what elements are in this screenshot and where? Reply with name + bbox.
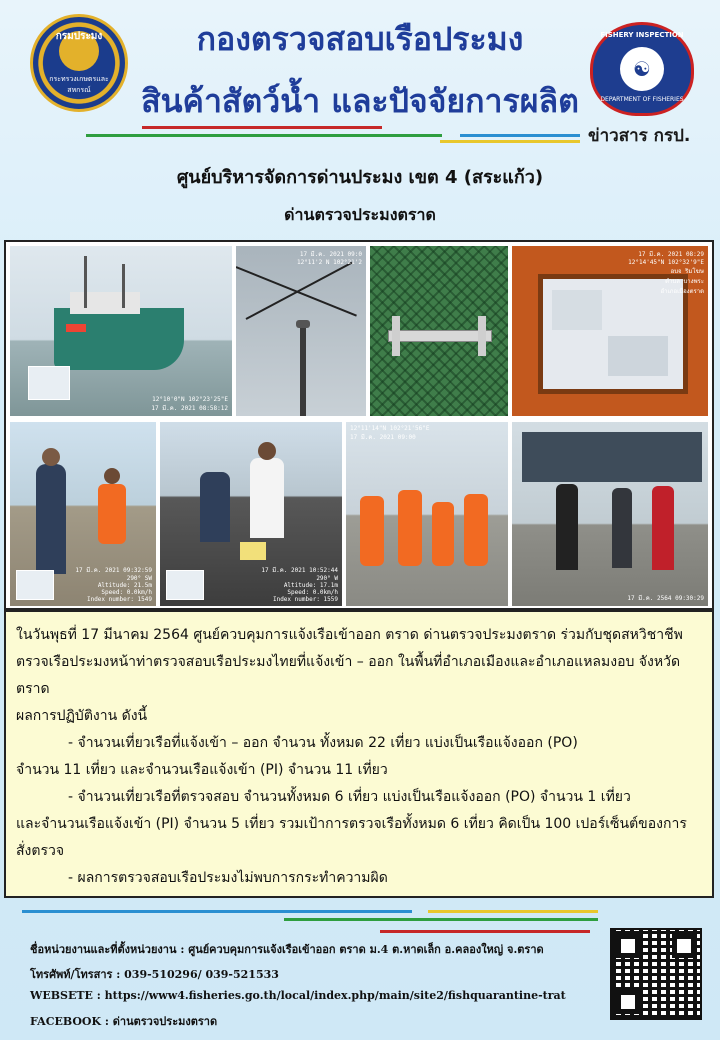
logo-right-top-text: FISHERY INSPECTION — [600, 31, 684, 39]
footer-phone: โทรศัพท์/โทรสาร : 039-510296/ 039-521533 — [30, 968, 279, 981]
photo-fishing-vessel — [10, 246, 232, 416]
fish-icon: ☯ — [620, 47, 664, 91]
map-inset-icon — [16, 570, 54, 600]
photo-stamp: 17 มี.ค. 2021 10:52:44 290° W Altitude: 17.1m Speed: 0.0km/h Index number: 1559 — [261, 567, 338, 603]
result-item-1-line1: - จำนวนเที่ยวเรือที่แจ้งเข้า – ออก จำนวน ทั้งหมด 22 เที่ยว แบ่งเป็นเรือแจ้งออก (PO) — [68, 735, 578, 751]
results-label: ผลการปฏิบัติงาน ดังนี้ — [16, 708, 148, 724]
logo-right-bottom-text: DEPARTMENT OF FISHERIES — [600, 96, 684, 103]
photo-antenna — [236, 246, 366, 416]
photo-stamp: 17 มี.ค. 2021 09:0 12°11'2 N 102°21'2 — [296, 251, 362, 266]
map-inset-icon — [28, 366, 70, 400]
logo-left-text: กรมประมง — [55, 31, 103, 42]
green-rule — [86, 134, 442, 137]
photo-stamp: 17 มี.ค. 2021 09:32:59 290° SW Altitude: 21.5m Speed: 0.0km/h Index number: 1549 — [75, 567, 152, 603]
department-of-fisheries-logo — [30, 14, 128, 112]
photo-inspection-crew — [10, 422, 156, 606]
map-inset-icon — [166, 570, 204, 600]
photo-stamp: 12°10'0"N 102°23'25"E 17 มี.ค. 2021 08:58:12 — [151, 396, 228, 412]
green-rule-footer — [284, 918, 598, 921]
report-text-box — [4, 610, 714, 898]
footer-facebook[interactable]: FACEBOOK : ด่านตรวจประมงตราด — [30, 1015, 218, 1028]
qr-eye-icon — [616, 990, 640, 1014]
qr-eye-icon — [672, 934, 696, 958]
photo-stamp: 17 มี.ค. 2021 08:29 12°14'45"N 102°32'9"E อบจ ริมโฆษ ตำบล บางพระ อำเภอเมืองตราด — [628, 251, 704, 295]
result-item-2-line1: - จำนวนเที่ยวเรือที่ตรวจสอบ จำนวนทั้งหมด 6 เที่ยว แบ่งเป็นเรือแจ้งออก (PO) จำนวน 1 เที่ยว — [68, 789, 631, 805]
result-item-2-line2: และจำนวนเรือแจ้งเข้า (PI) จำนวน 5 เที่ยว รวมเป้าการตรวจเรือทั้งหมด 6 เที่ยว คิดเป็น 100 เปอร์เซ็นต์ของการสั่งตรวจ — [16, 816, 687, 859]
news-label: ข่าวสาร กรป. — [588, 126, 691, 146]
qr-code-icon[interactable] — [610, 928, 702, 1020]
photo-pier-meeting — [512, 422, 708, 606]
result-item-3: - ผลการตรวจสอบเรือประมงไม่พบการกระทำความผิด — [68, 870, 388, 886]
red-rule-footer — [380, 930, 590, 933]
qr-eye-icon — [616, 934, 640, 958]
red-rule-top — [142, 126, 382, 129]
yellow-rule-footer — [428, 910, 598, 913]
center-title: ศูนย์บริหารจัดการด่านประมง เขต 4 (สระแก้ว) — [176, 167, 544, 188]
intro-paragraph: ในวันพุธที่ 17 มีนาคม 2564 ศูนย์ควบคุมการแจ้งเรือเข้าออก ตราด ด่านตรวจประมงตราด ร่วมกับชุดสหวิชาชีพตรวจเรือประมงหน้าท่าตรวจสอบเรือประมงไทยที่แจ้งเข้า – ออก ในพื้นที่อำเภอเมืองและอำเภอแหลมงอบ จังหวัดตราด — [16, 627, 683, 697]
photo-stamp: 12°11'14"N 102°21'56"E 17 มี.ค. 2021 09:00 — [350, 425, 430, 441]
photo-crew-lifejackets — [346, 422, 508, 606]
page-title-line2: สินค้าสัตว์น้ำ และปัจจัยการผลิต — [141, 82, 579, 120]
photo-document-check — [160, 422, 342, 606]
blue-rule-footer — [22, 910, 412, 913]
header — [0, 0, 720, 230]
photo-collage — [4, 240, 714, 610]
photo-fish-hold — [512, 246, 708, 416]
fishery-inspection-logo — [590, 22, 694, 116]
center-subtitle: ด่านตรวจประมงตราด — [284, 205, 436, 224]
blue-rule — [460, 134, 580, 137]
page-title-line1: กองตรวจสอบเรือประมง — [196, 20, 524, 58]
result-item-1-line2: จำนวน 11 เที่ยว และจำนวนเรือแจ้งเข้า (PI) จำนวน 11 เที่ยว — [16, 762, 388, 778]
footer-website[interactable]: WEBSETE : https://www4.fisheries.go.th/local/index.php/main/site2/fishquarantine-trat — [30, 989, 566, 1002]
photo-stamp: 17 มี.ค. 2564 09:30:29 — [627, 595, 704, 602]
logo-left-subtext: กระทรวงเกษตรและสหกรณ์ — [49, 74, 109, 94]
footer-agency: ชื่อหน่วยงานและที่ตั้งหน่วยงาน : ศูนย์ควบคุมการแจ้งเรือเข้าออก ตราด ม.4 ต.หาดเล็ก อ.คลองใหญ่ จ.ตราด — [30, 943, 544, 956]
yellow-rule — [440, 140, 580, 143]
photo-net-caliper — [370, 246, 508, 416]
